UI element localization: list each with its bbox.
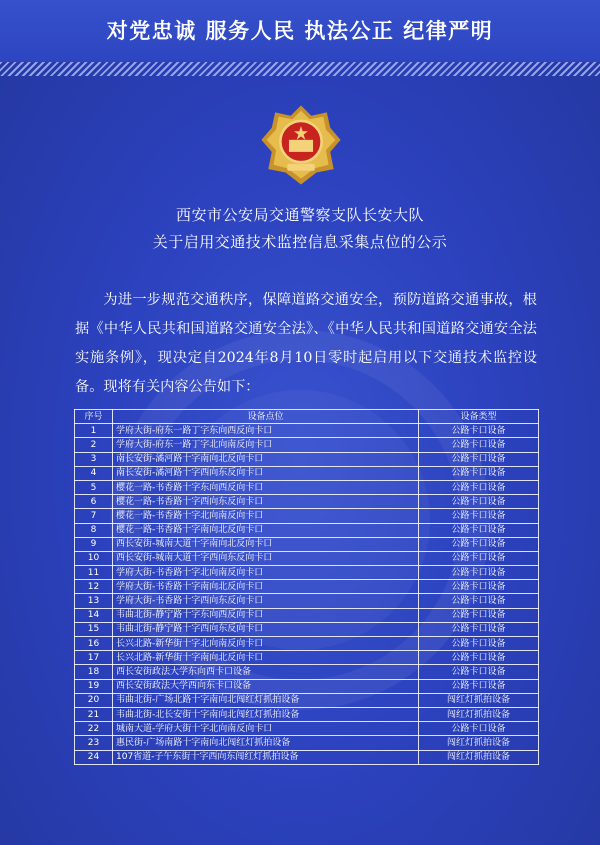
row-type-cell: 公路卡口设备 bbox=[419, 679, 539, 693]
row-type-cell: 公路卡口设备 bbox=[419, 495, 539, 509]
row-location-cell: 学府大街-府东一路丁字北向南反向卡口 bbox=[113, 438, 419, 452]
row-type-cell: 公路卡口设备 bbox=[419, 480, 539, 494]
row-type-cell: 闯红灯抓拍设备 bbox=[419, 736, 539, 750]
police-emblem-icon bbox=[258, 102, 344, 188]
table-row bbox=[75, 679, 539, 693]
row-index-cell: 21 bbox=[75, 707, 113, 721]
row-location-cell: 樱花一路-书香路十字北向南反向卡口 bbox=[113, 509, 419, 523]
row-type-cell: 公路卡口设备 bbox=[419, 608, 539, 622]
row-location-cell: 西长安街-城南大道十字南向北反向卡口 bbox=[113, 537, 419, 551]
notice-body: 为进一步规范交通秩序，保障道路交通安全，预防道路交通事故，根据《中华人民共和国道路交通安全法》、《中华人民共和国道路交通安全法实施条例》，现决定自2024年8月10日零时起启用以下交通技术监控设备。现将有关内容公告如下： bbox=[75, 292, 537, 395]
row-index-cell: 20 bbox=[75, 693, 113, 707]
row-location-cell: 樱花一路-书香路十字东向西反向卡口 bbox=[113, 480, 419, 494]
table-body bbox=[75, 424, 539, 765]
table-row bbox=[75, 537, 539, 551]
table-row bbox=[75, 707, 539, 721]
table-row bbox=[75, 750, 539, 764]
row-index-cell: 23 bbox=[75, 736, 113, 750]
table-row bbox=[75, 495, 539, 509]
row-type-cell: 公路卡口设备 bbox=[419, 594, 539, 608]
row-location-cell: 南长安街-潏河路十字南向北反向卡口 bbox=[113, 452, 419, 466]
table-row bbox=[75, 551, 539, 565]
row-index-cell: 10 bbox=[75, 551, 113, 565]
notice-title-line2: 关于启用交通技术监控信息采集点位的公示 bbox=[152, 233, 448, 251]
table-row bbox=[75, 722, 539, 736]
row-location-cell: 樱花一路-书香路十字西向东反向卡口 bbox=[113, 495, 419, 509]
table-row bbox=[75, 424, 539, 438]
row-location-cell: 学府大街-府东一路丁字东向西反向卡口 bbox=[113, 424, 419, 438]
row-index-cell: 8 bbox=[75, 523, 113, 537]
table-row bbox=[75, 622, 539, 636]
table-row bbox=[75, 466, 539, 480]
row-type-cell: 公路卡口设备 bbox=[419, 537, 539, 551]
row-location-cell: 西长安街-城南大道十字西向东反向卡口 bbox=[113, 551, 419, 565]
row-location-cell: 学府大街-书香路十字北向南反向卡口 bbox=[113, 566, 419, 580]
row-type-cell: 闯红灯抓拍设备 bbox=[419, 750, 539, 764]
row-type-cell: 公路卡口设备 bbox=[419, 651, 539, 665]
table-header-row bbox=[75, 410, 539, 424]
row-type-cell: 闯红灯抓拍设备 bbox=[419, 693, 539, 707]
table-row bbox=[75, 452, 539, 466]
table-row bbox=[75, 637, 539, 651]
row-location-cell: 惠民街-广场南路十字南向北闯红灯抓拍设备 bbox=[113, 736, 419, 750]
row-index-cell: 15 bbox=[75, 622, 113, 636]
row-index-cell: 2 bbox=[75, 438, 113, 452]
row-type-cell: 公路卡口设备 bbox=[419, 509, 539, 523]
row-index-cell: 13 bbox=[75, 594, 113, 608]
row-location-cell: 107省道-子午东街十字西向东闯红灯抓拍设备 bbox=[113, 750, 419, 764]
row-location-cell: 樱花一路-书香路十字南向北反向卡口 bbox=[113, 523, 419, 537]
table-row bbox=[75, 509, 539, 523]
table-row bbox=[75, 523, 539, 537]
row-type-cell: 公路卡口设备 bbox=[419, 665, 539, 679]
row-location-cell: 韦曲北街-北长安街十字南向北闯红灯抓拍设备 bbox=[113, 707, 419, 721]
row-type-cell: 公路卡口设备 bbox=[419, 424, 539, 438]
table-row bbox=[75, 693, 539, 707]
row-type-cell: 公路卡口设备 bbox=[419, 452, 539, 466]
row-type-cell: 公路卡口设备 bbox=[419, 580, 539, 594]
table-row bbox=[75, 736, 539, 750]
row-location-cell: 长兴北路-新华街十字南向北反向卡口 bbox=[113, 651, 419, 665]
row-type-cell: 闯红灯抓拍设备 bbox=[419, 707, 539, 721]
row-type-cell: 公路卡口设备 bbox=[419, 637, 539, 651]
row-type-cell: 公路卡口设备 bbox=[419, 523, 539, 537]
row-index-cell: 14 bbox=[75, 608, 113, 622]
table-row bbox=[75, 651, 539, 665]
hatched-divider bbox=[0, 62, 600, 76]
row-location-cell: 韦曲北街-静宁路十字东向西反向卡口 bbox=[113, 608, 419, 622]
row-index-cell: 4 bbox=[75, 466, 113, 480]
table-row bbox=[75, 566, 539, 580]
monitoring-points-table bbox=[74, 409, 539, 765]
row-location-cell: 韦曲北街-静宁路十字西向东反向卡口 bbox=[113, 622, 419, 636]
table-row bbox=[75, 608, 539, 622]
row-type-cell: 公路卡口设备 bbox=[419, 566, 539, 580]
row-type-cell: 公路卡口设备 bbox=[419, 466, 539, 480]
slogan-banner bbox=[0, 0, 600, 62]
col-header-type: 设备类型 bbox=[419, 410, 539, 424]
slogan-text: 对党忠诚 服务人民 执法公正 纪律严明 bbox=[106, 19, 494, 43]
row-location-cell: 南长安街-潏河路十字西向东反向卡口 bbox=[113, 466, 419, 480]
notice-title-line1: 西安市公安局交通警察支队长安大队 bbox=[175, 206, 424, 224]
table-row bbox=[75, 594, 539, 608]
row-index-cell: 5 bbox=[75, 480, 113, 494]
row-index-cell: 19 bbox=[75, 679, 113, 693]
row-index-cell: 17 bbox=[75, 651, 113, 665]
row-index-cell: 18 bbox=[75, 665, 113, 679]
row-index-cell: 6 bbox=[75, 495, 113, 509]
row-location-cell: 长兴北路-新华街十字北向南反向卡口 bbox=[113, 637, 419, 651]
row-location-cell: 西长安街政法大学东向西卡口设备 bbox=[113, 665, 419, 679]
row-location-cell: 西长安街政法大学西向东卡口设备 bbox=[113, 679, 419, 693]
table-row bbox=[75, 480, 539, 494]
row-index-cell: 16 bbox=[75, 637, 113, 651]
row-type-cell: 公路卡口设备 bbox=[419, 438, 539, 452]
row-index-cell: 7 bbox=[75, 509, 113, 523]
row-index-cell: 12 bbox=[75, 580, 113, 594]
row-location-cell: 学府大街-书香路十字西向东反向卡口 bbox=[113, 594, 419, 608]
col-header-location: 设备点位 bbox=[113, 410, 419, 424]
table-row bbox=[75, 438, 539, 452]
row-index-cell: 3 bbox=[75, 452, 113, 466]
row-type-cell: 公路卡口设备 bbox=[419, 551, 539, 565]
row-type-cell: 公路卡口设备 bbox=[419, 622, 539, 636]
row-index-cell: 22 bbox=[75, 722, 113, 736]
row-location-cell: 韦曲北街-广场北路十字南向北闯红灯抓拍设备 bbox=[113, 693, 419, 707]
row-index-cell: 1 bbox=[75, 424, 113, 438]
table-row bbox=[75, 665, 539, 679]
row-location-cell: 学府大街-书香路十字南向北反向卡口 bbox=[113, 580, 419, 594]
row-index-cell: 9 bbox=[75, 537, 113, 551]
row-location-cell: 城南大道-学府大街十字北向南反向卡口 bbox=[113, 722, 419, 736]
col-header-index: 序号 bbox=[75, 410, 113, 424]
row-index-cell: 24 bbox=[75, 750, 113, 764]
row-type-cell: 公路卡口设备 bbox=[419, 722, 539, 736]
table-row bbox=[75, 580, 539, 594]
row-index-cell: 11 bbox=[75, 566, 113, 580]
